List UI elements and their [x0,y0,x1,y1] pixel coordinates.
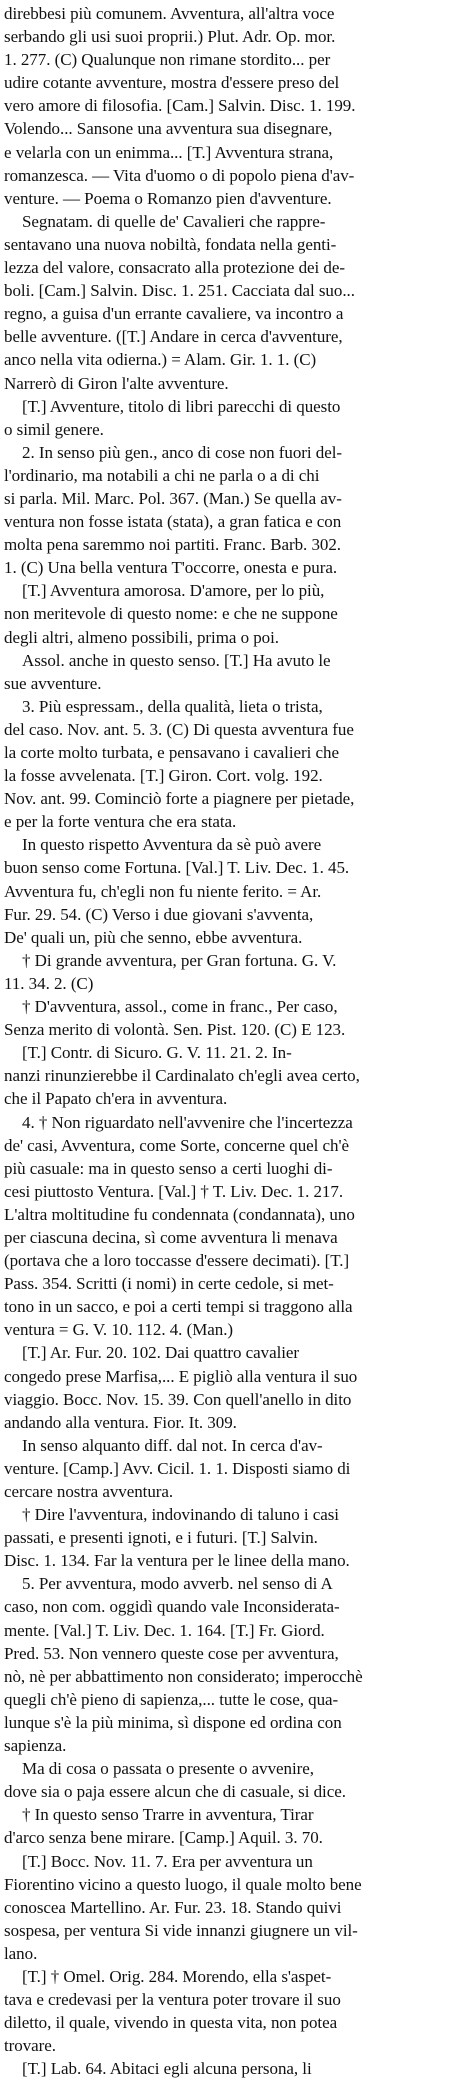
text-line: congedo prese Marfisa,... E pigliò alla ventura il suo [4,1366,358,1386]
text-line: vero amore di filosofia. [Cam.] Salvin. Disc. 1. 199. [4,96,356,116]
text-line: nò, nè per abbattimento non considerato; imperocchè [4,1666,363,1686]
text-line: Assol. anche in questo senso. [T.] Ha avuto le [22,650,331,670]
text-line: che il Papato ch'era in avventura. [4,1089,228,1109]
text-line: venture. — Poema o Romanzo pien d'avventure. [4,188,332,208]
text-line: lezza del valore, consacrato alla protezione dei de- [4,258,345,278]
text-line: Senza merito di volontà. Sen. Pist. 120. (C) E 123. [4,1020,346,1040]
text-line: lano. [4,1943,38,1963]
text-line: regno, a guisa d'un errante cavaliere, va incontro a [4,304,344,324]
text-line: L'altra moltitudine fu condennata (condannata), uno [4,1204,355,1224]
text-line: più casuale: ma in questo senso a certi luoghi di- [4,1158,333,1178]
text-line: Avventura fu, ch'egli non fu niente ferito. = Ar. [4,881,322,901]
text-line: [T.] Bocc. Nov. 11. 7. Era per avventura un [22,1851,313,1871]
text-line: [T.] Avventure, titolo di libri parecchi di questo [22,396,341,416]
text-line: d'arco senza bene mirare. [Camp.] Aquil. 3. 70. [4,1828,323,1848]
text-line: (portava che a loro toccasse d'essere decimati). [T.] [4,1251,350,1271]
text-line: belle avventure. ([T.] Andare in cerca d'avventure, [4,327,343,347]
text-line: Pass. 354. Scritti (i nomi) in certe cedole, si met- [4,1274,334,1294]
text-line: diletto, il quale, vivendo in questa vita, non potea [4,2013,338,2033]
text-line: cesi piuttosto Ventura. [Val.] † T. Liv. Dec. 1. 217. [4,1181,344,1201]
text-line: In senso alquanto diff. dal not. In cerca d'av- [22,1435,323,1455]
text-line: 11. 34. 2. (C) [4,973,94,993]
text-line: viaggio. Bocc. Nov. 15. 39. Con quell'anello in dito [4,1389,352,1409]
text-line: o simil genere. [4,419,104,439]
text-column [4,2,459,2080]
text-line: 3. Più espressam., della qualità, lieta o trista, [22,696,323,716]
text-line: caso, non com. oggidì quando vale Inconsiderata- [4,1597,340,1617]
text-line: Fur. 29. 54. (C) Verso i due giovani s'avventa, [4,904,314,924]
text-line: [T.] † Omel. Orig. 284. Morendo, ella s'aspet- [22,1966,332,1986]
text-line: lunque s'è la più minima, sì dispone ed ordina con [4,1712,342,1732]
text-line: Ma di cosa o passata o presente o avvenire, [22,1759,314,1779]
text-line: De' quali un, più che senno, ebbe avventura. [4,927,303,947]
text-line: conoscea Martellino. Ar. Fur. 23. 18. Stando quivi [4,1897,342,1917]
text-line: sospesa, per ventura Si vide innanzi giugnere un vil- [4,1920,358,1940]
text-line: 1. (C) Una bella ventura T'occorre, onesta e pura. [4,558,338,578]
text-line: 2. In senso più gen., anco di cose non fuori del- [22,442,343,462]
text-line: quegli ch'è pieno di sapienza,... tutte le cose, qua- [4,1689,339,1709]
text-line: Disc. 1. 134. Far la ventura per le linee della mano. [4,1551,350,1571]
text-line: del caso. Nov. ant. 5. 3. (C) Di questa avventura fue [4,719,354,739]
text-line: la fosse avvelenata. [T.] Giron. Cort. volg. 192. [4,766,323,786]
text-line: nanzi rinunzierebbe il Cardinalato ch'egli avea certo, [4,1066,360,1086]
text-line: [T.] Contr. di Sicuro. G. V. 11. 21. 2. In- [22,1043,292,1063]
text-line: [T.] Avventura amorosa. D'amore, per lo più, [22,581,325,601]
text-line: Volendo... Sansone una avventura sua disegnare, [4,119,333,139]
text-line: tono in un sacco, e poi a certi tempi si traggono alla [4,1297,353,1317]
text-line: boli. [Cam.] Salvin. Disc. 1. 251. Cacciata dal suo... [4,281,355,301]
text-line: cercare nostra avventura. [4,1482,174,1501]
text-line: [T.] Ar. Fur. 20. 102. Dai quattro cavalier [22,1343,300,1363]
text-line: Fiorentino vicino a questo luogo, il quale molto bene [4,1874,362,1894]
text-line: † Dire l'avventura, indovinando di taluno i casi [22,1505,339,1525]
text-line: e per la forte ventura che era stata. [4,812,237,832]
text-line: andando alla ventura. Fior. It. 309. [4,1412,237,1432]
text-line: sentavano una nuova nobiltà, fondata nella genti- [4,234,337,254]
text-line: direbbesi più comunem. Avventura, all'altra voce [4,4,335,23]
text-line: serbando gli usi suoi proprii.) Plut. Adr. Op. mor. [4,27,336,47]
text-line: [T.] Lab. 64. Abitaci egli alcuna persona, li [22,2059,312,2079]
text-line: Segnatam. di quelle de' Cavalieri che rappre- [22,211,326,231]
text-line: Nov. ant. 99. Cominciò forte a piagnere per pietade, [4,789,355,809]
text-line: tava e credevasi per la ventura poter trovare il suo [4,1990,341,2010]
text-line: la corte molto turbata, e pensavano i cavalieri che [4,743,339,762]
text-line: dove sia o paja essere alcun che di casuale, si dice. [4,1782,346,1802]
text-line: passati, e presenti ignoti, e i futuri. [T.] Salvin. [4,1528,318,1548]
text-line: † In questo senso Trarre in avventura, Tirar [22,1805,314,1825]
text-line: ventura non fosse istata (stata), a gran fatica e con [4,512,342,532]
text-line: ventura = G. V. 10. 112. 4. (Man.) [4,1320,234,1340]
text-line: 5. Per avventura, modo avverb. nel senso di A [22,1574,333,1594]
text-line: sapienza. [4,1736,67,1756]
text-line: Narrerò di Giron l'alte avventure. [4,373,229,393]
text-line: anco nella vita odierna.) = Alam. Gir. 1. 1. (C) [4,350,317,370]
text-line: l'ordinario, ma notabili a chi ne parla o a di chi [4,465,320,485]
text-line: udire cotante avventure, mostra d'essere preso del [4,73,340,93]
text-line: † D'avventura, assol., come in franc., Per caso, [22,997,338,1017]
text-line: venture. [Camp.] Avv. Cicil. 1. 1. Disposti siamo di [4,1458,351,1478]
text-line: 1. 277. (C) Qualunque non rimane stordito... per [4,50,331,70]
text-line: si parla. Mil. Marc. Pol. 367. (Man.) Se quella av- [4,488,342,508]
text-line: In questo rispetto Avventura da sè può avere [22,835,322,855]
text-line: trovare. [4,2036,56,2056]
text-line: non meritevole di questo nome: e che ne suppone [4,604,338,624]
text-line: † Di grande avventura, per Gran fortuna. G. V. [22,950,337,970]
text-line: mente. [Val.] T. Liv. Dec. 1. 164. [T.] Fr. Giord. [4,1620,325,1640]
text-line: buon senso come Fortuna. [Val.] T. Liv. Dec. 1. 45. [4,858,350,878]
text-line: romanzesca. — Vita d'uomo o di popolo piena d'av- [4,165,355,185]
text-line: degli altri, almeno possibili, prima o poi. [4,627,280,647]
text-line: 4. † Non riguardato nell'avvenire che l'incertezza [22,1112,353,1132]
text-line: Pred. 53. Non vennero queste cose per avventura, [4,1643,339,1663]
text-line: molta pena saremmo noi partiti. Franc. Barb. 302. [4,535,341,555]
text-line: e velarla con un enimma... [T.] Avventura strana, [4,142,334,162]
text-line: sue avventure. [4,673,102,693]
text-line: de' casi, Avventura, come Sorte, concerne quel ch'è [4,1135,350,1155]
text-line: per ciascuna decina, sì come avventura li menava [4,1227,338,1247]
